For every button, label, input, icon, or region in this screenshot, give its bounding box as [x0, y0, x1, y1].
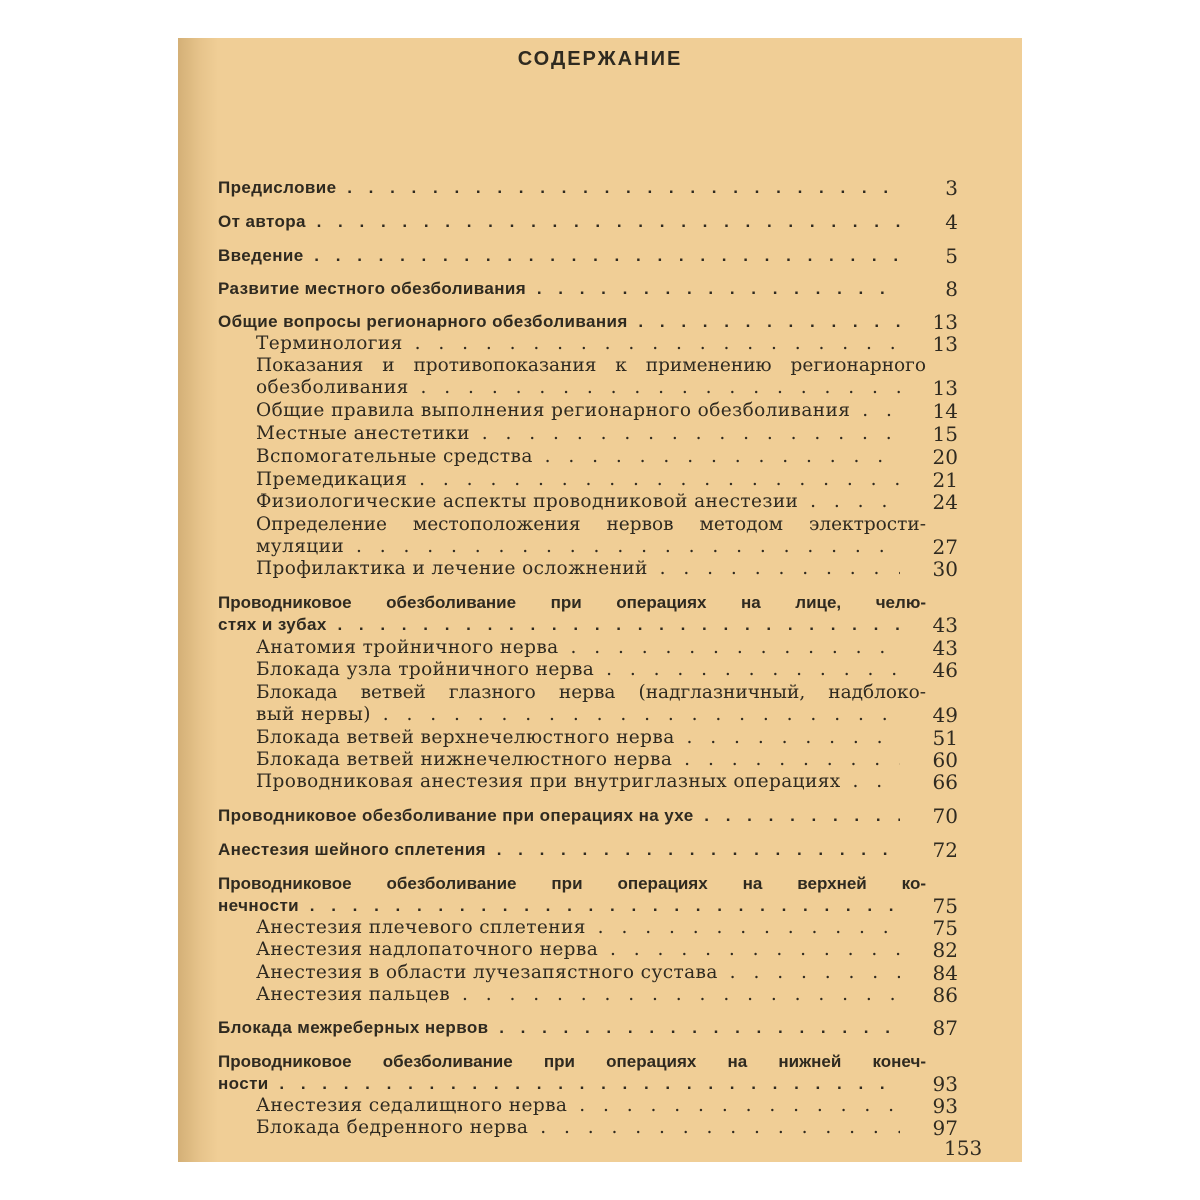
toc-entry-title: Анестезия пальцев . . . [256, 983, 900, 1007]
toc-entry[interactable] [218, 490, 966, 514]
toc-entry-title-line: Проводниковое обезболивание при операциях на нижней конеч- [218, 1052, 926, 1071]
toc-entry-title: Терминология . . . [256, 332, 900, 356]
toc-entry-first-line [218, 513, 966, 537]
page-title: СОДЕРЖАНИЕ [517, 48, 683, 70]
toc-entry-page: 20 [932, 445, 958, 469]
toc-entry-title: Анестезия плечевого сплетения . . . [256, 916, 900, 940]
toc-entry-page: 43 [932, 636, 958, 660]
toc-entry-page: 60 [932, 748, 958, 772]
toc-entry-page: 46 [932, 658, 958, 682]
toc-entry-first-line [218, 354, 966, 378]
toc-entry-first-line [218, 1050, 966, 1074]
toc-entry[interactable] [218, 804, 966, 828]
toc-entry[interactable] [218, 938, 966, 962]
toc-entry-page: 49 [932, 703, 958, 727]
toc-entry-page: 72 [932, 838, 958, 862]
toc-entry[interactable] [218, 983, 966, 1007]
toc-entry-title: Общие вопросы регионарного обезболивания . . . [218, 310, 900, 334]
toc-entry-page: 86 [932, 983, 958, 1007]
toc-entry[interactable] [218, 535, 966, 559]
toc-entry[interactable] [218, 376, 966, 400]
toc-entry-title: Блокада узла тройничного нерва . . . [256, 658, 900, 682]
toc-entry-title: От автора . . . [218, 210, 900, 234]
toc-entry[interactable] [218, 277, 966, 301]
toc-entry-page: 30 [932, 557, 958, 581]
toc-entry[interactable] [218, 613, 966, 637]
toc-entry-title: Введение . . . [218, 244, 900, 268]
toc-entry[interactable] [218, 310, 966, 334]
toc-entry-first-line [218, 872, 966, 896]
toc-entry-page: 87 [932, 1016, 958, 1040]
toc-entry-page: 75 [932, 894, 958, 918]
toc-entry-title-line: Проводниковое обезболивание при операциях на верхней ко- [218, 874, 926, 893]
toc-entry-page: 51 [932, 726, 958, 750]
toc-entry-page: 66 [932, 770, 958, 794]
toc-entry[interactable] [218, 703, 966, 727]
toc-entry-title: Развитие местного обезболивания . . . [218, 277, 900, 301]
toc-entry-title: Проводниковая анестезия при внутриглазных операциях . . . [256, 770, 900, 794]
toc-entry[interactable] [218, 210, 966, 234]
toc-entry[interactable] [218, 557, 966, 581]
toc-entry-title: Профилактика и лечение осложнений . . . [256, 557, 900, 581]
toc-entry-title: Анестезия шейного сплетения . . . [218, 838, 900, 862]
toc-entry-page: 3 [945, 176, 958, 200]
toc-entry-title: Блокада бедренного нерва . . . [256, 1116, 900, 1140]
toc-entry-page: 13 [932, 332, 958, 356]
toc-entry-page: 43 [932, 613, 958, 637]
toc-entry-title: нечности . . . [218, 894, 900, 918]
toc-entry-page: 5 [945, 244, 958, 268]
toc-entry-page: 70 [932, 804, 958, 828]
toc-entry[interactable] [218, 838, 966, 862]
toc-entry-title: Премедикация . . . [256, 468, 900, 492]
toc-entry[interactable] [218, 244, 966, 268]
toc-entry[interactable] [218, 1016, 966, 1040]
toc-entry[interactable] [218, 399, 966, 423]
toc-entry[interactable] [218, 422, 966, 446]
toc-entry-page: 21 [932, 468, 958, 492]
toc-entry[interactable] [218, 445, 966, 469]
toc-entry-page: 75 [932, 916, 958, 940]
toc-entry-title: обезболивания . . . [256, 376, 900, 400]
toc-entry-page: 27 [932, 535, 958, 559]
toc-entry-page: 15 [932, 422, 958, 446]
toc-entry-title: стях и зубах . . . [218, 613, 900, 637]
toc-entry-title: Общие правила выполнения регионарного обезболивания . . . [256, 399, 900, 423]
toc-entry[interactable] [218, 1094, 966, 1118]
toc-entry[interactable] [218, 636, 966, 660]
toc-entry[interactable] [218, 961, 966, 985]
toc-entry[interactable] [218, 726, 966, 750]
toc-entry-title: Блокада ветвей нижнечелюстного нерва . . . [256, 748, 900, 772]
toc-entry[interactable] [218, 1072, 966, 1096]
toc-entry-title: муляции . . . [256, 535, 900, 559]
toc-entry-first-line [218, 681, 966, 705]
toc-entry-title: Вспомогательные средства . . . [256, 445, 900, 469]
toc-entry-page: 84 [932, 961, 958, 985]
toc-entry-title: Блокада межреберных нервов . . . [218, 1016, 900, 1040]
toc-entry-page: 93 [932, 1072, 958, 1096]
toc-entry-page: 93 [932, 1094, 958, 1118]
toc-entry-page: 13 [932, 376, 958, 400]
toc-entry-page: 8 [945, 277, 958, 301]
toc-entry-page: 97 [932, 1116, 958, 1140]
page-number: 153 [944, 1136, 983, 1160]
toc-entry-title: Анестезия седалищного нерва . . . [256, 1094, 900, 1118]
toc-entry[interactable] [218, 770, 966, 794]
toc-entry-title-line: Блокада ветвей глазного нерва (надглазничный, надблоко- [256, 682, 926, 703]
toc-entry[interactable] [218, 468, 966, 492]
toc-entry[interactable] [218, 894, 966, 918]
book-page [178, 38, 1022, 1162]
toc-entry-first-line [218, 591, 966, 615]
toc-entry[interactable] [218, 332, 966, 356]
toc-entry[interactable] [218, 176, 966, 200]
toc-entry-title: ности . . . [218, 1072, 900, 1096]
toc-entry-title: Местные анестетики . . . [256, 422, 900, 446]
toc-entry[interactable] [218, 658, 966, 682]
toc-entry-title: Блокада ветвей верхнечелюстного нерва . . . [256, 726, 900, 750]
toc-entry[interactable] [218, 748, 966, 772]
toc-entry-page: 4 [945, 210, 958, 234]
toc-entry-title: Проводниковое обезболивание при операциях на ухе . . . [218, 804, 900, 828]
toc-entry-title: Анатомия тройничного нерва . . . [256, 636, 900, 660]
toc-entry-title-line: Проводниковое обезболивание при операциях на лице, челю- [218, 593, 926, 612]
toc-entry[interactable] [218, 1116, 966, 1140]
toc-entry-title: Анестезия в области лучезапястного сустава . . . [256, 961, 900, 985]
toc-entry-page: 14 [932, 399, 958, 423]
toc-entry-title-line: Определение местоположения нервов методом электрости- [256, 514, 926, 535]
toc-entry-page: 24 [932, 490, 958, 514]
toc-entry-page: 13 [932, 310, 958, 334]
toc-entry-page: 82 [932, 938, 958, 962]
toc-entry-title-line: Показания и противопоказания к применению регионарного [256, 355, 926, 376]
toc-entry-title: Анестезия надлопаточного нерва . . . [256, 938, 900, 962]
toc-entry-title: вый нервы) . . . [256, 703, 900, 727]
toc-entry[interactable] [218, 916, 966, 940]
toc-entry-title: Физиологические аспекты проводниковой анестезии . . . [256, 490, 900, 514]
toc-entry-title: Предисловие . . . [218, 176, 900, 200]
